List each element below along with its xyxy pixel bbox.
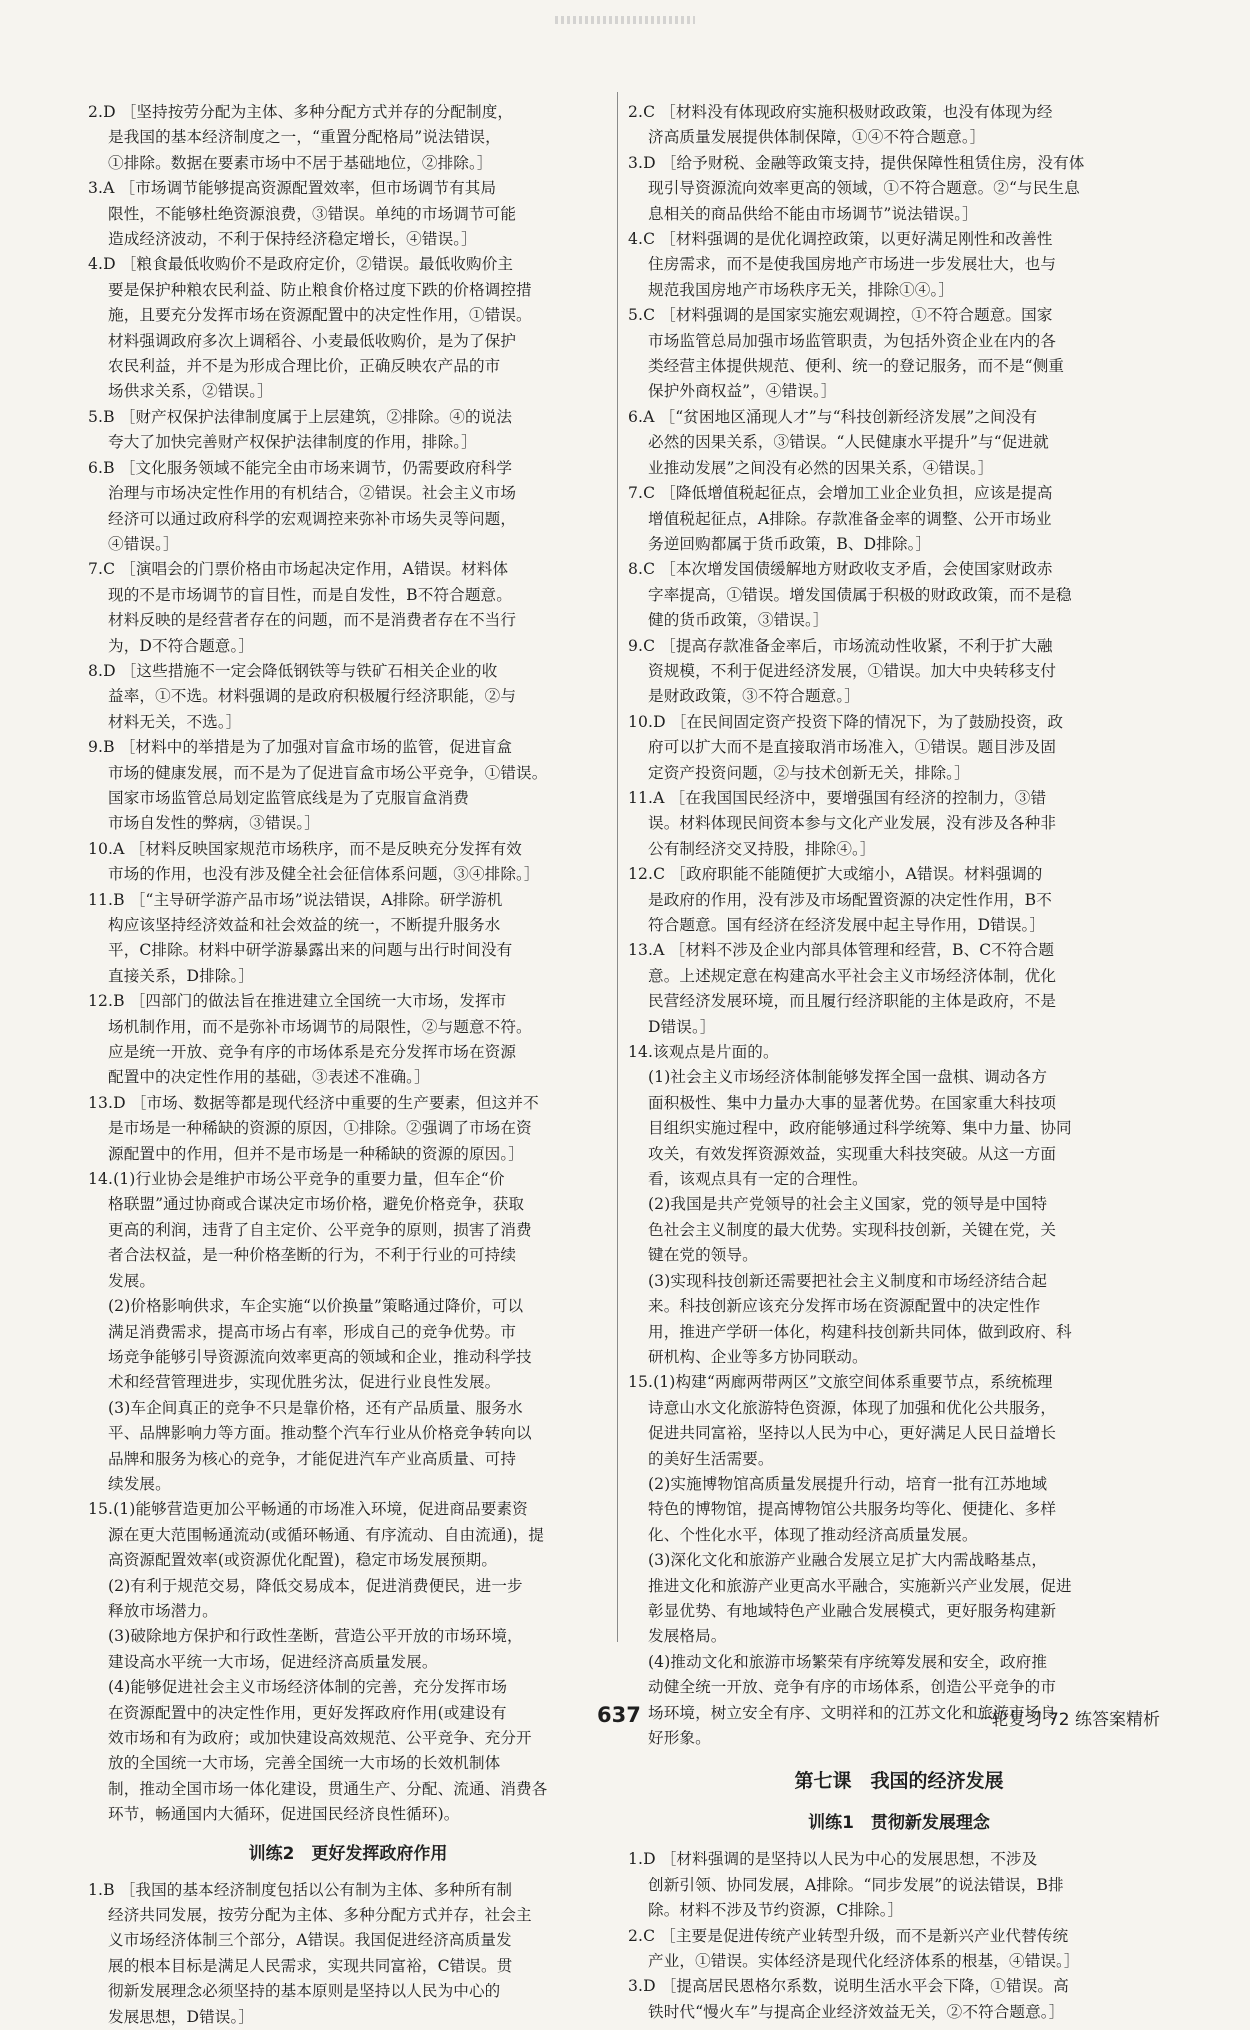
answer-line: 字率提高，①错误。增发国债属于积极的财政政策，而不是稳 xyxy=(648,585,1072,604)
answer-line: 面积极性、集中力量办大事的显著优势。在国家重大科技项 xyxy=(648,1093,1057,1112)
answer-line: 住房需求，而不是使我国房地产市场进一步发展壮大，也与 xyxy=(648,255,1057,274)
answer-line: 8.D ［这些措施不一定会降低钢铁等与铁矿石相关企业的收 xyxy=(88,661,498,680)
answer-line: 品牌和服务为核心的竞争，才能促进汽车产业高质量、可持 xyxy=(108,1449,517,1468)
answer-line: 推进文化和旅游产业更高水平融合，实施新兴产业发展，促进 xyxy=(648,1576,1072,1595)
lesson-heading: 第七课 我国的经济发展 xyxy=(794,1770,1004,1793)
answer-line: 6.B ［文化服务领域不能完全由市场来调节，仍需要政府科学 xyxy=(88,458,513,477)
answer-line: 市场监管总局加强市场监管职责，为包括外资企业在内的各 xyxy=(648,331,1057,350)
answer-line: (2)实施博物馆高质量发展提升行动，培育一批有江苏地域 xyxy=(648,1474,1048,1493)
answer-line: 造成经济波动，不利于保持经济稳定增长，④错误。］ xyxy=(108,230,477,249)
answer-line: 发展格局。 xyxy=(648,1627,727,1646)
answer-line: 制，推动全国市场一体化建设，贯通生产、分配、流通、消费各 xyxy=(108,1779,548,1798)
answer-line: ①排除。数据在要素市场中不居于基础地位，②排除。］ xyxy=(108,153,493,172)
answer-line: 色社会主义制度的最大优势。实现科技创新，关键在党，关 xyxy=(648,1220,1057,1239)
answer-line: 促进共同富裕，坚持以人民为中心，更好满足人民日益增长 xyxy=(648,1424,1057,1443)
answer-line: 创新引领、协同发展，A排除。“同步发展”的说法错误，B排 xyxy=(648,1875,1064,1894)
answer-line: D错误。］ xyxy=(648,1017,716,1036)
answer-line: 除。材料不涉及节约资源，C排除。］ xyxy=(648,1901,904,1920)
answer-line: 10.A ［材料反映国家规范市场秩序，而不是反映充分发挥有效 xyxy=(88,839,522,858)
answer-line: 场供求关系，②错误。］ xyxy=(108,382,273,401)
answer-line: 效市场和有为政府；或加快建设高效规范、公平竞争、充分开 xyxy=(108,1729,532,1747)
answer-line: 释放市场潜力。 xyxy=(108,1601,218,1620)
answer-line: 市场的作用，也没有涉及健全社会征信体系问题，③④排除。］ xyxy=(108,865,540,884)
answer-line: 11.A ［在我国国民经济中，要增强国有经济的控制力，③错 xyxy=(628,788,1047,807)
answer-line: 者合法权益，是一种价格垄断的行为，不利于行业的可持续 xyxy=(108,1246,517,1265)
answer-line: 要是保护种粮农民利益、防止粮食价格过度下跌的价格调控措 xyxy=(108,280,532,299)
answer-line: 好形象。 xyxy=(648,1729,711,1747)
answer-line: 特色的博物馆，提高博物馆公共服务均等化、便捷化、多样 xyxy=(648,1500,1057,1519)
answer-line: 府可以扩大而不是直接取消市场准入，①错误。题目涉及固 xyxy=(648,738,1057,757)
answer-line: 铁时代“慢火车”与提高企业经济效益无关，②不符合题意。］ xyxy=(648,2002,1065,2021)
answer-line: 保护外商权益”，④错误。］ xyxy=(648,382,837,401)
answer-line: (3)深化文化和旅游产业融合发展立足扩大内需战略基点， xyxy=(648,1551,1048,1570)
answer-line: 国家市场监管总局划定监管底线是为了克服盲盒消费 xyxy=(108,788,469,807)
answer-line: 用，推进产学研一体化，构建科技创新共同体，做到政府、科 xyxy=(648,1322,1072,1341)
answer-line: 产业，①错误。实体经济是现代化经济体系的根基，④错误。］ xyxy=(648,1952,1080,1971)
answer-line: 平，C排除。材料中研学游暴露出来的问题与出行时间没有 xyxy=(108,941,513,960)
answer-line: 高资源配置效率(或资源优化配置)，稳定市场发展预期。 xyxy=(108,1551,498,1570)
answer-line: 市场自发性的弊病，③错误。］ xyxy=(108,814,320,833)
answer-line: 看，该观点具有一定的合理性。 xyxy=(648,1170,868,1189)
answer-line: 施，且要充分发挥市场在资源配置中的决定性作用，①错误。 xyxy=(108,306,532,325)
answer-line: 材料反映的是经营者存在的问题，而不是消费者存在不当行 xyxy=(108,611,517,630)
answer-line: 14.(1)行业协会是维护市场公平竞争的重要力量，但车企“价 xyxy=(88,1170,505,1189)
answer-line: 材料无关，不选。］ xyxy=(108,712,242,731)
answer-line: 源配置中的作用，但并不是市场是一种稀缺的资源的原因。］ xyxy=(108,1144,524,1163)
answer-line: 材料强调政府多次上调稻谷、小麦最低收购价，是为了保护 xyxy=(108,331,517,350)
section-heading: 训练2 更好发挥政府作用 xyxy=(248,1843,448,1864)
answer-line: (4)能够促进社会主义市场经济体制的完善，充分发挥市场 xyxy=(108,1678,508,1697)
answer-line: 展的根本目标是满足人民需求，实现共同富裕，C错误。贯 xyxy=(108,1956,513,1975)
answer-line: 格联盟”通过协商或合谋决定市场价格，避免价格竞争，获取 xyxy=(108,1195,525,1214)
answer-line: 义市场经济体制三个部分，A错误。我国促进经济高质量发 xyxy=(108,1931,512,1950)
answer-line: 规范我国房地产市场秩序无关，排除①④。］ xyxy=(648,280,955,299)
answer-line: 场竞争能够引导资源流向效率更高的领域和企业，推动科学技 xyxy=(108,1347,532,1366)
answer-line: 的美好生活需要。 xyxy=(648,1449,774,1468)
answer-line: 15.(1)构建“两廊两带两区”文旅空间体系重要节点，系统梳理 xyxy=(628,1373,1053,1392)
answer-line: 9.B ［材料中的举措是为了加强对盲盒市场的监管，促进盲盒 xyxy=(88,738,513,757)
answer-line: 是政府的作用，没有涉及市场配置资源的决定性作用，B不 xyxy=(648,890,1052,909)
answer-line: 治理与市场决定性作用的有机结合，②错误。社会主义市场 xyxy=(108,484,517,503)
answer-line: 现的不是市场调节的盲目性，而是自发性，B不符合题意。 xyxy=(108,585,512,604)
answer-line: 配置中的决定性作用的基础，③表述不准确。］ xyxy=(108,1068,430,1087)
answer-line: 是财政政策，③不符合题意。］ xyxy=(648,687,860,706)
answer-line: 场机制作用，而不是弥补市场调节的局限性，②与题意不符。 xyxy=(108,1017,532,1036)
answer-line: 目组织实施过程中，政府能够通过科学统筹、集中力量、协同 xyxy=(648,1119,1072,1138)
answer-line: 4.C ［材料强调的是优化调控政策，以更好满足刚性和改善性 xyxy=(628,230,1053,249)
right-column xyxy=(628,100,1170,2025)
answer-line: 13.D ［市场、数据等都是现代经济中重要的生产要素，但这并不 xyxy=(88,1093,539,1112)
answer-line: 限性，不能够杜绝资源浪费，③错误。单纯的市场调节可能 xyxy=(108,204,517,223)
answer-line: (3)实现科技创新还需要把社会主义制度和市场经济结合起 xyxy=(648,1271,1048,1290)
answer-line: (2)价格影响供求，车企实施“以价换量”策略通过降价，可以 xyxy=(108,1297,524,1316)
answer-line: 源在更大范围畅通流动(或循环畅通、有序流动、自由流通)，提 xyxy=(108,1525,545,1544)
answer-line: 农民利益，并不是为形成合理比价，正确反映农产品的市 xyxy=(108,357,501,376)
answer-line: 更高的利润，违背了自主定价、公平竞争的原则，损害了消费 xyxy=(108,1220,532,1239)
answer-line: 15.(1)能够营造更加公平畅通的市场准入环境，促进商品要素资 xyxy=(88,1500,528,1519)
left-column xyxy=(88,100,608,2030)
answer-line: (2)我国是共产党领导的社会主义国家，党的领导是中国特 xyxy=(648,1195,1048,1214)
answer-line: 必然的因果关系，③错误。“人民健康水平提升”与“促进就 xyxy=(648,433,1049,452)
answer-line: 资规模，不利于促进经济发展，①错误。加大中央转移支付 xyxy=(648,661,1057,680)
answer-line: 9.C ［提高存款准备金率后，市场流动性收紧，不利于扩大融 xyxy=(628,636,1053,655)
book-title: 一轮复习 72 练答案精析 xyxy=(974,1710,1160,1730)
answer-line: 夸大了加快完善财产权保护法律制度的作用，排除。］ xyxy=(108,433,477,452)
answer-line: 市场的健康发展，而不是为了促进盲盒市场公平竞争，①错误。 xyxy=(108,763,548,782)
answer-line: 11.B ［“主导研学游产品市场”说法错误，A排除。研学游机 xyxy=(88,890,503,909)
answer-line: 动健全统一开放、竞争有序的市场体系，创造公平竞争的市 xyxy=(648,1678,1057,1697)
answer-line: 放的全国统一大市场，完善全国统一大市场的长效机制体 xyxy=(108,1754,501,1773)
answer-line: 3.D ［给予财税、金融等政策支持，提供保障性租赁住房，没有体 xyxy=(628,153,1085,172)
answer-line: 发展思想，D错误。］ xyxy=(108,2007,255,2026)
answer-line: 3.D ［提高居民恩格尔系数，说明生活水平会下降，①错误。高 xyxy=(628,1977,1069,1996)
answer-line: (3)破除地方保护和行政性垄断，营造公平开放的市场环境， xyxy=(108,1627,523,1646)
answer-line: 发展。 xyxy=(108,1271,156,1290)
answer-line: 是我国的基本经济制度之一，“重置分配格局”说法错误， xyxy=(108,128,501,147)
answer-line: 民营经济发展环境，而且履行经济职能的主体是政府，不是 xyxy=(648,992,1057,1011)
answer-line: 诗意山水文化旅游特色资源，体现了加强和优化公共服务， xyxy=(648,1398,1057,1417)
answer-line: 应是统一开放、竞争有序的市场体系是充分发挥市场在资源 xyxy=(108,1043,517,1062)
section-heading: 训练1 贯彻新发展理念 xyxy=(808,1813,990,1834)
answer-line: 2.C ［主要是促进传统产业转型升级，而不是新兴产业代替传统 xyxy=(628,1926,1069,1945)
answer-line: 经济可以通过政府科学的宏观调控来弥补市场失灵等问题， xyxy=(108,509,517,528)
answer-line: 4.D ［粮食最低收购价不是政府定价，②错误。最低收购价主 xyxy=(88,255,514,274)
answer-line: 10.D ［在民间固定资产投资下降的情况下，为了鼓励投资，政 xyxy=(628,712,1064,731)
answer-line: 7.C ［演唱会的门票价格由市场起决定作用，A错误。材料体 xyxy=(88,560,509,579)
answer-line: 满足消费需求，提高市场占有率，形成自己的竞争优势。市 xyxy=(108,1322,517,1341)
answer-line: 1.B ［我国的基本经济制度包括以公有制为主体、多种所有制 xyxy=(88,1880,513,1899)
answer-line: 务逆回购都属于货币政策，B、D排除。］ xyxy=(648,534,932,553)
answer-line: 健的货币政策，③错误。］ xyxy=(648,611,829,630)
answer-line: 5.C ［材料强调的是国家实施宏观调控，①不符合题意。国家 xyxy=(628,306,1053,325)
answer-line: 术和经营管理进步，实现优胜劣汰，促进行业良性发展。 xyxy=(108,1373,501,1392)
top-scan-mark xyxy=(555,16,695,24)
answer-line: 息相关的商品供给不能由市场调节”说法错误。］ xyxy=(648,204,978,223)
answer-line: 意。上述规定意在构建高水平社会主义市场经济体制，优化 xyxy=(648,966,1057,985)
answer-line: 续发展。 xyxy=(108,1474,171,1493)
answer-line: 3.A ［市场调节能够提高资源配置效率，但市场调节有其局 xyxy=(88,179,497,198)
answer-line: 为，D不符合题意。］ xyxy=(108,636,255,655)
answer-line: 建设高水平统一大市场，促进经济高质量发展。 xyxy=(108,1652,438,1671)
answer-line: (1)社会主义市场经济体制能够发挥全国一盘棋、调动各方 xyxy=(648,1068,1048,1087)
answer-line: 类经营主体提供规范、便利、统一的登记服务，而不是“侧重 xyxy=(648,357,1065,376)
answer-line: 12.C ［政府职能不能随便扩大或缩小，A错误。材料强调的 xyxy=(628,865,1043,884)
answer-line: 在资源配置中的决定性作用，更好发挥政府作用(或建设有 xyxy=(108,1703,507,1722)
answer-line: 济高质量发展提供体制保障，①④不符合题意。］ xyxy=(648,128,986,147)
answer-line: 化、个性化水平，体现了推动经济高质量发展。 xyxy=(648,1525,978,1544)
answer-line: 彻新发展理念必须坚持的基本原则是坚持以人民为中心的 xyxy=(108,1982,501,2001)
answer-line: 误。材料体现民间资本参与文化产业发展，没有涉及各种非 xyxy=(648,814,1057,833)
answer-line: 是市场是一种稀缺的资源的原因，①排除。②强调了市场在资 xyxy=(108,1119,532,1138)
answer-line: 现引导资源流向效率更高的领域，①不符合题意。②“与民生息 xyxy=(648,179,1080,198)
answer-line: 公有制经济交叉持股，排除④。］ xyxy=(648,839,876,858)
answer-line: 构应该坚持经济效益和社会效益的统一，不断提升服务水 xyxy=(108,916,501,934)
answer-line: (2)有利于规范交易，降低交易成本，促进消费便民，进一步 xyxy=(108,1576,523,1595)
answer-line: 6.A ［“贫困地区涌现人才”与“科技创新经济发展”之间没有 xyxy=(628,407,1038,426)
answer-line: 经济共同发展，按劳分配为主体、多种分配方式并存，社会主 xyxy=(108,1906,532,1925)
answer-line: (4)推动文化和旅游市场繁荣有序统筹发展和安全，政府推 xyxy=(648,1652,1048,1671)
answer-line: 键在党的领导。 xyxy=(648,1246,758,1265)
answer-line: 8.C ［本次增发国债缓解地方财政收支矛盾，会使国家财政赤 xyxy=(628,560,1053,579)
answer-line: 符合题意。国有经济在经济发展中起主导作用，D错误。］ xyxy=(648,916,1046,934)
answer-line: 彰显优势、有地域特色产业融合发展模式，更好服务构建新 xyxy=(648,1601,1057,1620)
answer-line: 2.C ［材料没有体现政府实施积极财政政策，也没有体现为经 xyxy=(628,103,1053,121)
answer-line: 业推动发展”之间没有必然的因果关系，④错误。］ xyxy=(648,458,994,477)
answer-line: 定资产投资问题，②与技术创新无关，排除。］ xyxy=(648,763,970,782)
answer-line: 平、品牌影响力等方面。推动整个汽车行业从价格竞争转向以 xyxy=(108,1424,532,1443)
answer-line: 2.D ［坚持按劳分配为主体、多种分配方式并存的分配制度， xyxy=(88,103,514,121)
answer-line: 场环境，树立安全有序、文明祥和的江苏文化和旅游市场良 xyxy=(648,1703,1057,1722)
answer-line: 12.B ［四部门的做法旨在推进建立全国统一大市场，发挥市 xyxy=(88,992,507,1011)
answer-line: (3)车企间真正的竞争不只是靠价格，还有产品质量、服务水 xyxy=(108,1398,523,1417)
answer-line: 环节，畅通国内大循环，促进国民经济良性循环)。 xyxy=(108,1805,460,1824)
answer-line: 研机构、企业等多方协同联动。 xyxy=(648,1347,868,1366)
answer-line: 7.C ［降低增值税起征点，会增加工业企业负担，应该是提高 xyxy=(628,484,1053,503)
column-divider xyxy=(617,92,618,1642)
answer-line: 13.A ［材料不涉及企业内部具体管理和经营，B、C不符合题 xyxy=(628,941,1055,960)
answer-line: 增值税起征点，A排除。存款准备金率的调整、公开市场业 xyxy=(648,509,1052,528)
page-number: 637 xyxy=(597,1703,641,1727)
answer-line: 来。科技创新应该充分发挥市场在资源配置中的决定性作 xyxy=(648,1297,1041,1316)
answer-line: 5.B ［财产权保护法律制度属于上层建筑，②排除。④的说法 xyxy=(88,407,513,426)
answer-line: 1.D ［材料强调的是坚持以人民为中心的发展思想，不涉及 xyxy=(628,1850,1038,1869)
answer-line: 攻关，有效发挥资源效益，实现重大科技突破。从这一方面 xyxy=(648,1144,1057,1163)
answer-line: 益率，①不选。材料强调的是政府积极履行经济职能，②与 xyxy=(108,687,517,706)
answer-line: 14.该观点是片面的。 xyxy=(628,1043,779,1062)
answer-line: 直接关系，D排除。］ xyxy=(108,966,255,985)
answer-line: ④错误。］ xyxy=(108,534,179,553)
